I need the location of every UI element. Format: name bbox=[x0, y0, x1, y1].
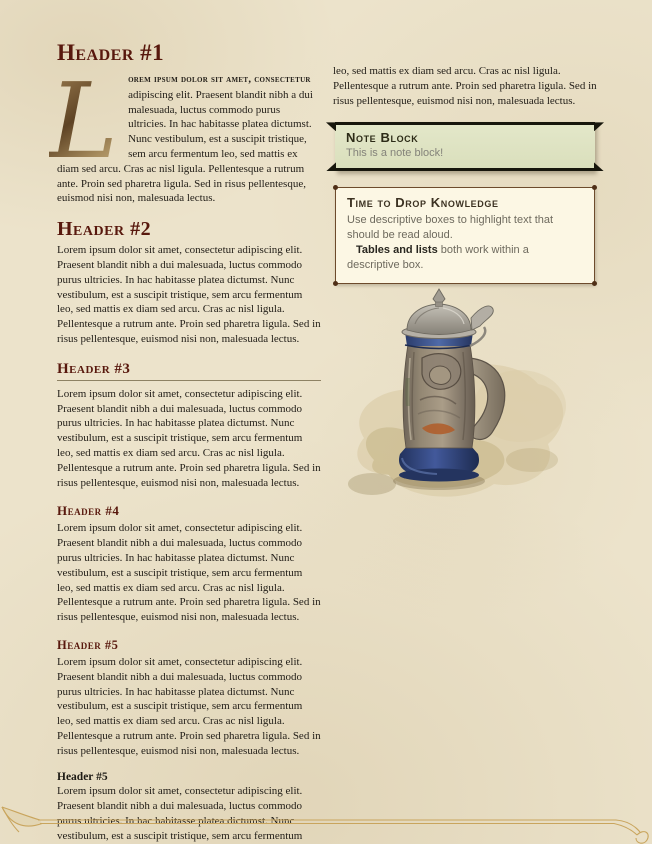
header-1: Header #1 bbox=[57, 40, 165, 65]
header-3: Header #3 bbox=[57, 361, 321, 381]
stein-thumb-lift bbox=[471, 306, 493, 330]
corner-dot-icon bbox=[333, 281, 338, 286]
header-5: Header #5 bbox=[57, 637, 119, 652]
footer-flourish-icon bbox=[0, 801, 652, 844]
descriptive-box bbox=[335, 187, 595, 284]
paragraph-header-4: Lorem ipsum dolor sit amet, consectetur adipiscing elit. Praesent blandit nibh a dui malesuada, luctus commodo purus ultricies. In hac habitasse platea dictumst. Nunc vestibulum, est a suscipit tristique, sem arcu fermentum leo, sed mattis ex diam sed arcu. Cras ac nisl ligula. Pellentesque a rutrum ante. Proin sed pharetra ligula. Sed in risus pellentesque, euismod nisi non, malesuada lectus. bbox=[57, 522, 321, 624]
descriptive-box-bold-text: Tables and lists bbox=[356, 244, 438, 257]
note-corner-wedge-icon bbox=[326, 122, 336, 131]
paragraph-header-5: Lorem ipsum dolor sit amet, consectetur adipiscing elit. Praesent blandit nibh a dui malesuada, luctus commodo purus ultricies. In hac habitasse platea dictumst. Nunc vestibulum, est a suscipit tristique, sem arcu fermentum leo, sed mattis ex diam sed arcu. Cras ac nisl ligula. Pellentesque a rutrum ante. Proin sed pharetra ligula. Sed in risus pellentesque, euismod nisi non, malesuada lectus. bbox=[57, 655, 321, 757]
header-4: Header #4 bbox=[57, 503, 120, 519]
note-block bbox=[335, 122, 595, 171]
paragraph-header-6: Lorem ipsum dolor sit amet, consectetur adipiscing elit. Praesent blandit nibh a dui malesuada, luctus commodo purus ultricies. In hac habitasse platea dictumst. Nunc vestibulum, est a suscipit tristique, sem arcu fermentum bbox=[57, 785, 303, 842]
beer-stein-illustration bbox=[342, 288, 574, 506]
note-block-title: Note Block bbox=[346, 130, 419, 146]
drop-cap-letter: L bbox=[49, 72, 126, 164]
note-corner-wedge-icon bbox=[326, 162, 336, 171]
descriptive-box-paragraph-2 bbox=[347, 243, 583, 273]
continuation-paragraph: leo, sed mattis ex diam sed arcu. Cras ac nisl ligula. Pellentesque a rutrum ante. Proin sed pharetra ligula. Sed in risus pellentesque, euismod nisi non, malesuada lectus. bbox=[333, 65, 597, 107]
paragraph-text: adipiscing elit. Praesent blandit nibh a dui malesuada, luctus commodo purus ultricies. In hac habitasse platea dictumst. Nunc vestibulum, est a suscipit tristique, sem arcu fermentum leo, sed mattis ex diam sed arcu. Cras ac nisl ligula. Pellentesque a rutrum ante. Proin sed pharetra ligula. Sed in risus pellentesque, euismod nisi non, malesuada lectus. bbox=[57, 88, 313, 205]
paragraph-header-3: Lorem ipsum dolor sit amet, consectetur adipiscing elit. Praesent blandit nibh a dui malesuada, luctus commodo purus ultricies. In hac habitasse platea dictumst. Nunc vestibulum, est a suscipit tristique, sem arcu fermentum leo, sed mattis ex diam sed arcu. Cras ac nisl ligula. Pellentesque a rutrum ante. Proin sed pharetra ligula. Sed in risus pellentesque, euismod nisi non, malesuada lectus. bbox=[57, 387, 321, 489]
corner-dot-icon bbox=[592, 281, 597, 286]
header-2: Header #2 bbox=[57, 218, 152, 241]
paragraph-header-1 bbox=[49, 60, 321, 206]
note-block-body: This is a note block! bbox=[346, 147, 444, 160]
descriptive-box-title: Time to Drop Knowledge bbox=[347, 195, 499, 211]
descriptive-box-paragraph-1: Use descriptive boxes to highlight text that should be read aloud. bbox=[347, 214, 554, 242]
header-6: Header #5 bbox=[57, 771, 108, 784]
descriptive-box-rest-text: both work within a descriptive box. bbox=[347, 244, 529, 272]
corner-dot-icon bbox=[592, 185, 597, 190]
lead-small-caps: orem ipsum dolor sit amet, consectetur bbox=[128, 74, 311, 85]
paragraph-header-2: Lorem ipsum dolor sit amet, consectetur adipiscing elit. Praesent blandit nibh a dui malesuada, luctus commodo purus ultricies. In hac habitasse platea dictumst. Nunc vestibulum, est a suscipit tristique, sem arcu fermentum leo, sed mattis ex diam sed arcu. Cras ac nisl ligula. Pellentesque a rutrum ante. Proin sed pharetra ligula. Sed in risus pellentesque, euismod nisi non, malesuada lectus. bbox=[57, 244, 321, 345]
right-column bbox=[333, 40, 597, 284]
note-corner-wedge-icon bbox=[594, 162, 604, 171]
left-column bbox=[49, 40, 321, 844]
corner-dot-icon bbox=[333, 185, 338, 190]
note-corner-wedge-icon bbox=[594, 122, 604, 131]
